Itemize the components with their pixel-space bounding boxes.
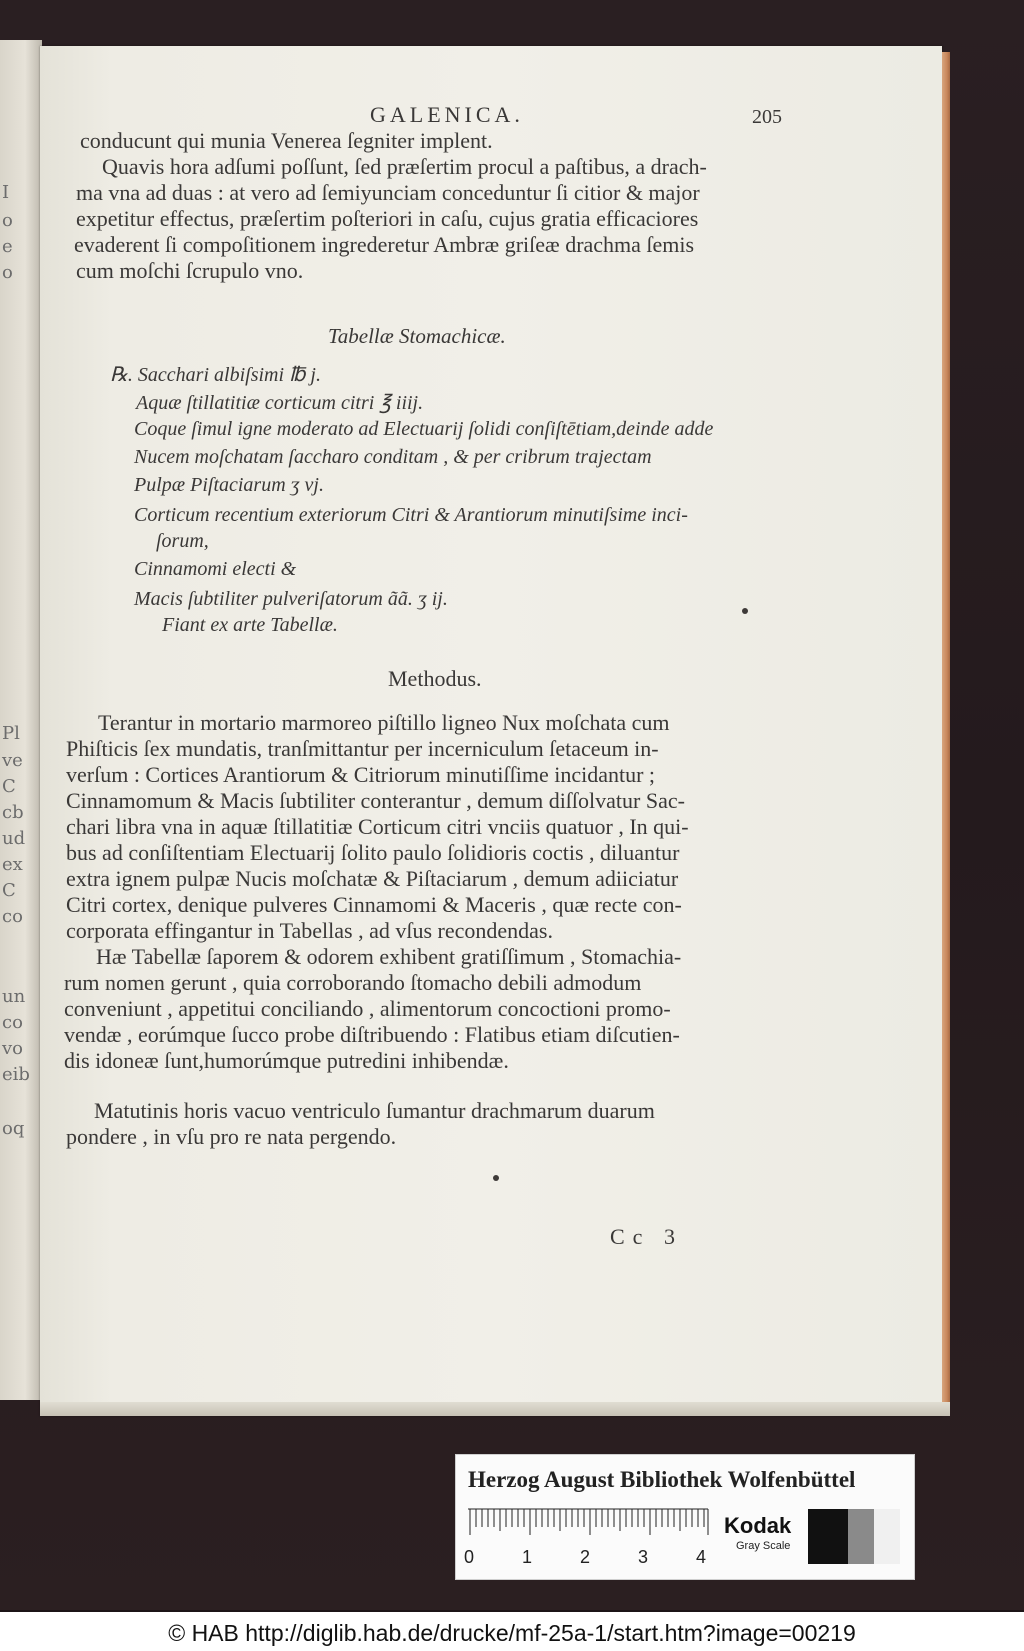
ruler-label: 2: [580, 1547, 591, 1567]
prev-fragment: eib: [2, 1064, 30, 1085]
page-number: 205: [752, 106, 782, 128]
recipe-line: Fiant ex arte Tabellæ.: [162, 614, 338, 636]
prev-fragment: ve: [2, 750, 23, 771]
text-line: expetitur effectus, præſertim poſteriori in caſu, cujus gratia efficaciores: [76, 206, 699, 231]
library-name: Herzog August Bibliothek Wolfenbüttel: [468, 1467, 856, 1492]
white-swatch: [874, 1509, 900, 1564]
recipe-title: Tabellæ Stomachicæ.: [328, 324, 506, 348]
text-line: evaderent ſi compoſitionem ingrederetur Ambræ griſeæ drachma ſemis: [74, 232, 695, 257]
text-line: Terantur in mortario marmoreo piſtillo ligneo Nux moſchata cum: [98, 710, 670, 735]
prev-fragment: o: [2, 262, 13, 283]
text-line: ma vna ad duas : at vero ad ſemiyunciam conceduntur ſi citior & major: [76, 180, 700, 205]
prev-fragment: oq: [2, 1118, 25, 1139]
prev-fragment: vo: [2, 1038, 24, 1059]
copyright-text: © HAB http://diglib.hab.de/drucke/mf-25a-1/start.htm?image=00219: [168, 1620, 856, 1646]
recipe-line: Macis ſubtiliter pulveriſatorum ãã. ʒ ij.: [134, 588, 448, 610]
text-line: bus ad conſiſtentiam Electuarij ſolito paulo ſolidioris coctis , diluantur: [66, 840, 680, 865]
text-line: vendæ , eorúmque ſucco probe diſtribuendo : Flatibus etiam diſcutien-: [64, 1022, 680, 1047]
text-line: Matutinis horis vacuo ventriculo ſumantur drachmarum duarum: [94, 1098, 655, 1123]
kodak-logo: Kodak: [724, 1513, 792, 1538]
text-line: rum nomen gerunt , quia corroborando ſtomacho debili admodum: [64, 970, 642, 995]
running-head: GALENICA.: [370, 102, 524, 127]
library-color-card: [455, 1454, 915, 1580]
recipe-line: ℞. Sacchari albiſsimi ℔ j.: [110, 364, 321, 386]
recipe-line: Cinnamomi electi &: [134, 558, 297, 580]
text-line: extra ignem pulpæ Nucis moſchatæ & Piſtaciarum , demum adiiciatur: [66, 866, 679, 891]
prev-fragment: C: [2, 880, 16, 901]
text-line: Citri cortex, denique pulveres Cinnamomi & Maceris , quæ recte con-: [66, 892, 682, 917]
prev-fragment: e: [2, 236, 13, 257]
prev-fragment: co: [2, 906, 23, 927]
text-line: chari libra vna in aquæ ſtillatitiæ Corticum citri vnciis quatuor , In qui-: [66, 814, 689, 839]
text-line: dis idoneæ ſunt,humorúmque putredini inhibendæ.: [64, 1048, 509, 1073]
prev-fragment: un: [2, 986, 26, 1007]
text-line: conveniunt , appetitui conciliando , alimentorum concoctioni promo-: [64, 996, 671, 1021]
text-line: Quavis hora adſumi poſſunt, ſed præſertim procul a paſtibus, a drach-: [102, 154, 707, 179]
prev-fragment: co: [2, 1012, 23, 1033]
text-line: cum moſchi ſcrupulo vno.: [76, 258, 304, 283]
gray-scale-label: Gray Scale: [736, 1540, 791, 1552]
text-line: Cinnamomum & Macis ſubtiliter conterantur , demum diſſolvatur Sac-: [66, 788, 685, 813]
ruler-label: 0: [464, 1547, 475, 1567]
copyright-footer: [0, 1612, 1024, 1651]
prev-fragment: I: [2, 182, 10, 203]
recipe-line: Aquæ ſtillatitiæ corticum citri ℥ iiij.: [136, 392, 424, 414]
recipe-line: ſorum,: [156, 530, 209, 552]
text-line: Phiſticis ſex mundatis, tranſmittantur per incerniculum ſetaceum in-: [66, 736, 659, 761]
previous-page-sliver: [0, 40, 42, 1400]
section-heading: Methodus.: [388, 666, 482, 691]
text-line: corporata effingantur in Tabellas , ad vſus recondendas.: [66, 918, 553, 943]
recipe-line: Nucem moſchatam ſaccharo conditam , & per cribrum trajectam: [134, 446, 652, 468]
ink-speck: [742, 608, 748, 614]
recipe-line: Pulpæ Piſtaciarum ʒ vj.: [134, 474, 324, 496]
ruler-label: 4: [696, 1547, 707, 1567]
prev-fragment: Pl: [2, 723, 20, 744]
prev-fragment: cb: [2, 802, 24, 823]
recipe-line: Corticum recentium exteriorum Citri & Arantiorum minutiſsime inci-: [134, 504, 688, 526]
prev-fragment: ud: [2, 828, 26, 849]
text-line: pondere , in vſu pro re nata pergendo.: [66, 1124, 397, 1149]
ruler-scale: [468, 1507, 718, 1537]
recipe-line: Coque ſimul igne moderato ad Electuarij ſolidi conſiſtētiam,deinde adde: [134, 418, 714, 440]
prev-fragment: C: [2, 776, 16, 797]
page-bottom-edge: [40, 1402, 950, 1416]
prev-fragment: o: [2, 210, 13, 231]
text-line: conducunt qui munia Venerea ſegniter implent.: [80, 128, 493, 153]
text-line: Hæ Tabellæ ſaporem & odorem exhibent gratiſſimum , Stomachia-: [96, 944, 682, 969]
gray-swatch: [848, 1509, 874, 1564]
ruler-label: 1: [522, 1547, 533, 1567]
page-edge: [942, 52, 950, 1414]
ruler-label: 3: [638, 1547, 649, 1567]
ink-speck: [493, 1175, 499, 1181]
black-swatch: [808, 1509, 848, 1564]
text-line: verſum : Cortices Arantiorum & Citriorum minutiſſime incidantur ;: [66, 762, 656, 787]
prev-fragment: ex: [2, 854, 23, 875]
signature-mark: Cc 3: [610, 1224, 683, 1249]
